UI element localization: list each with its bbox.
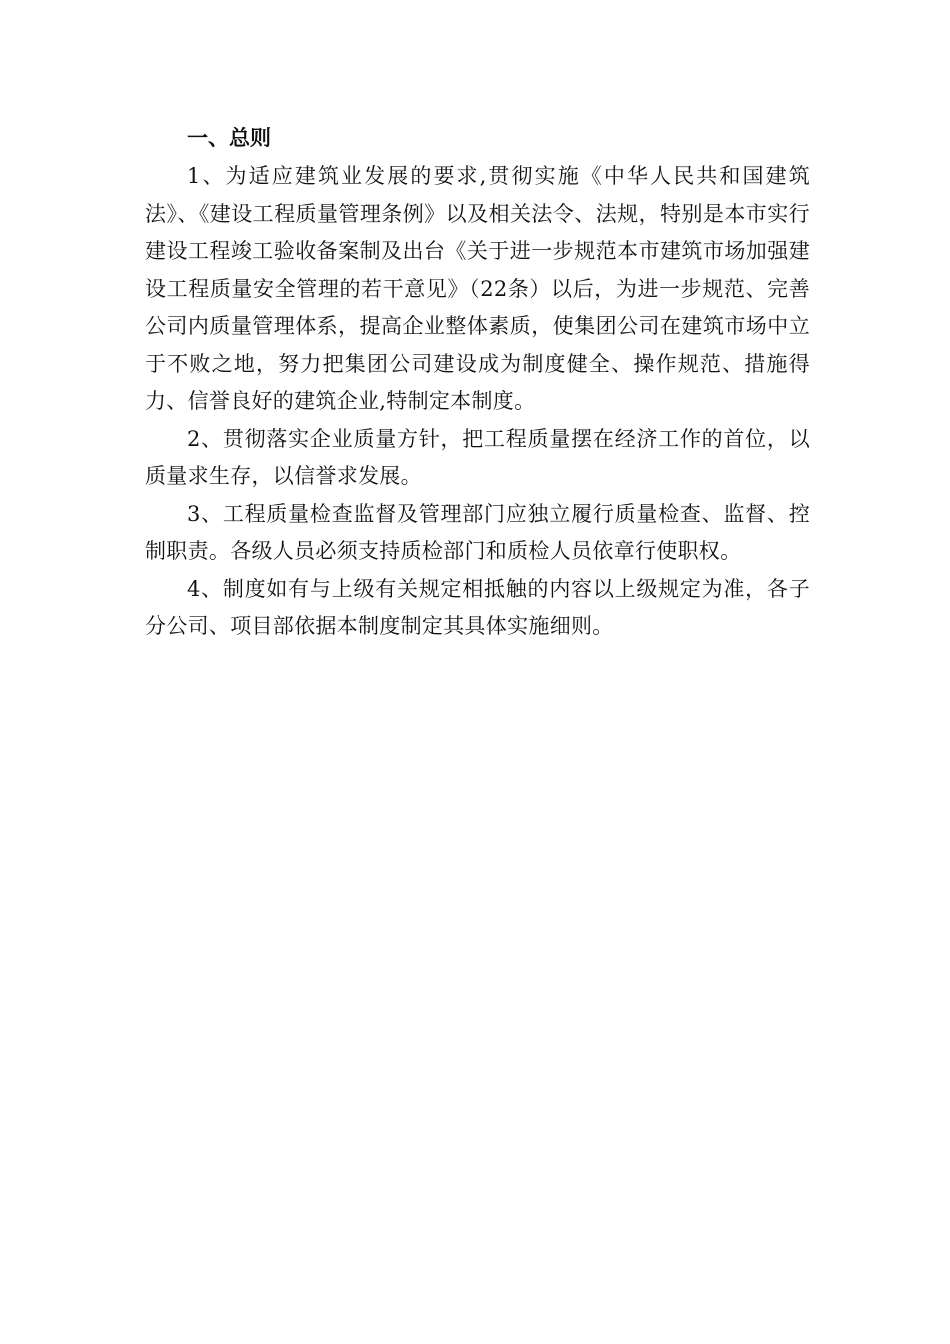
paragraph-2: 2、贯彻落实企业质量方针，把工程质量摆在经济工作的首位，以质量求生存，以信誉求发展。 (145, 426, 810, 488)
document-body (145, 118, 810, 646)
paragraph-4: 4、制度如有与上级有关规定相抵触的内容以上级规定为准，各子分公司、项目部依据本制度制定其具体实施细则。 (145, 576, 810, 638)
section-heading: 一、总则 (187, 125, 271, 150)
paragraph-3: 3、工程质量检查监督及管理部门应独立履行质量检查、监督、控制职责。各级人员必须支持质检部门和质检人员依章行使职权。 (145, 501, 810, 563)
paragraph-1: 1、为适应建筑业发展的要求,贯彻实施《中华人民共和国建筑法》、《建设工程质量管理条例》以及相关法令、法规，特别是本市实行建设工程竣工验收备案制及出台《关于进一步规范本市建筑市场加强建设工程质量安全管理的若干意见》（22条）以后，为进一步规范、完善公司内质量管理体系，提高企业整体素质，使集团公司在建筑市场中立于不败之地，努力把集团公司建设成为制度健全、操作规范、措施得力、信誉良好的建筑企业,特制定本制度。 (145, 164, 810, 413)
